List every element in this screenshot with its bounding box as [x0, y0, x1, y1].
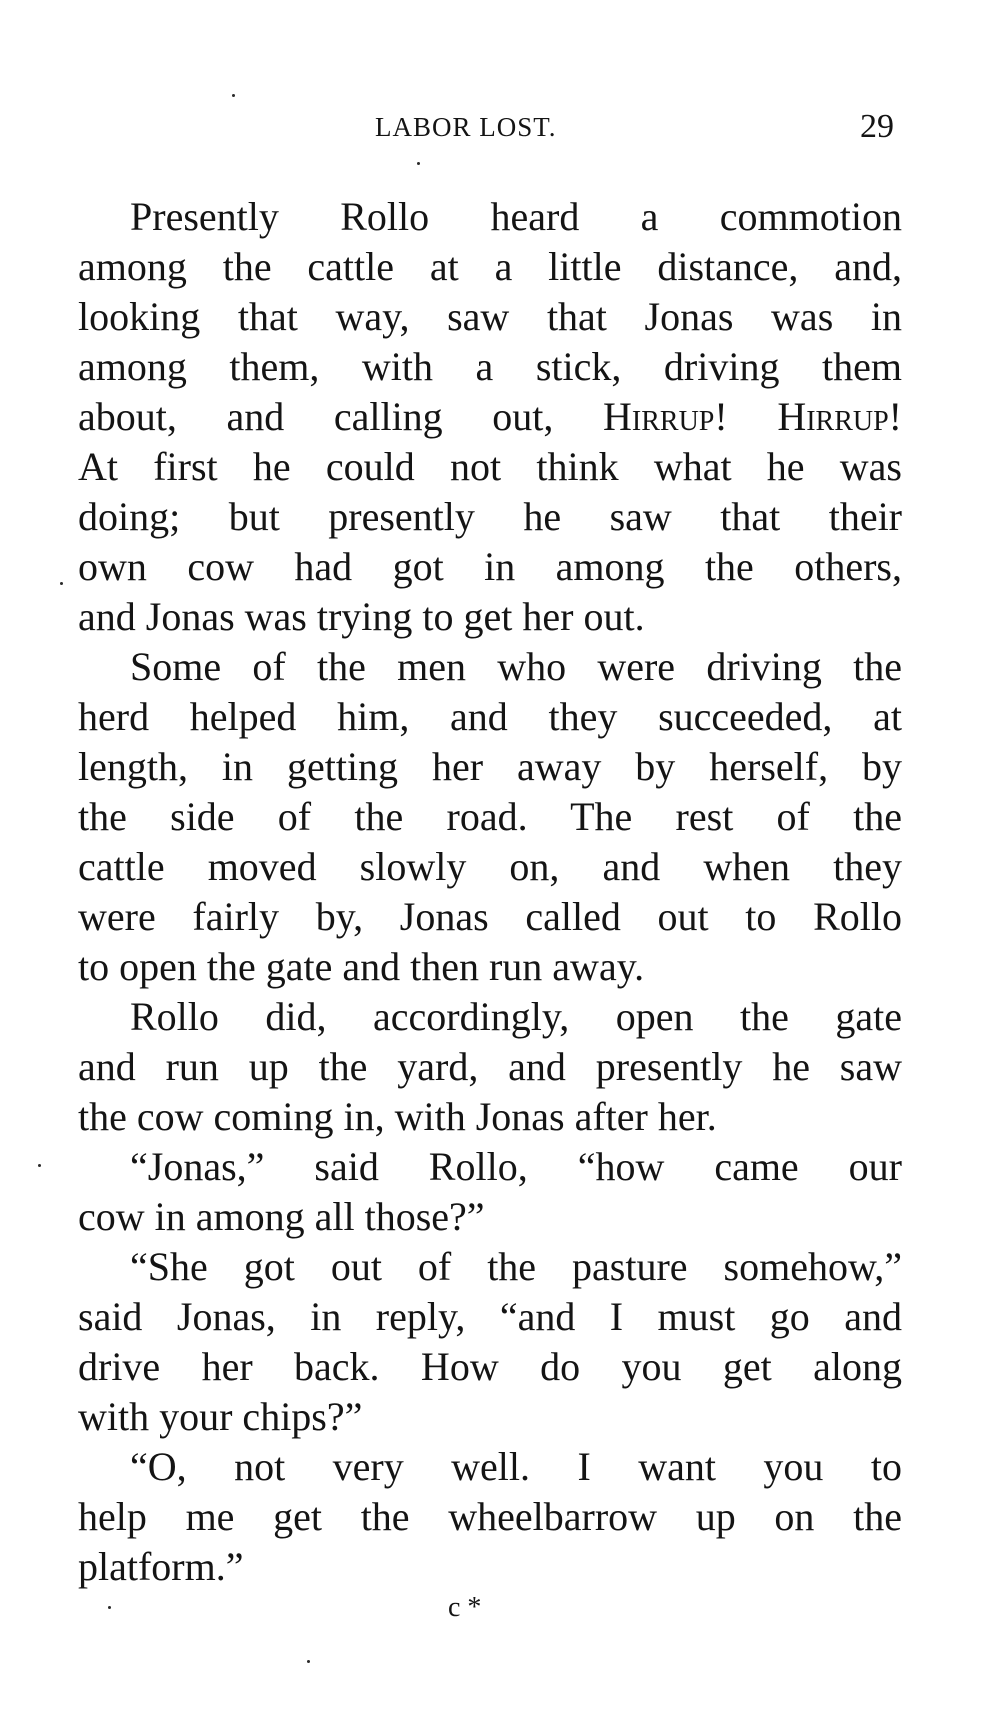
- page-number: 29: [860, 108, 894, 145]
- signature-mark: c *: [448, 1592, 482, 1623]
- print-speck: [38, 1164, 41, 1167]
- print-speck: [108, 1606, 111, 1609]
- paragraph-6: [78, 1442, 902, 1592]
- running-head: LABOR LOST.: [375, 112, 557, 142]
- text-line: among them, with a stick, driving them: [78, 344, 902, 389]
- paragraph-2: [78, 642, 902, 992]
- print-speck: [232, 94, 235, 97]
- print-speck: [307, 1660, 310, 1663]
- text-line: “Jonas,” said Rollo, “how came our: [130, 1144, 902, 1189]
- paragraph-5: [78, 1242, 902, 1442]
- text-line: “She got out of the pasture somehow,”: [130, 1244, 902, 1289]
- text-line: looking that way, saw that Jonas was in: [78, 294, 902, 339]
- text-line: among the cattle at a little distance, and,: [78, 244, 902, 289]
- small-caps-word: Hirrup: [603, 394, 715, 439]
- text-line: “O, not very well. I want you to: [130, 1444, 902, 1489]
- paragraph-1: [78, 192, 902, 642]
- text-line: the cow coming in, with Jonas after her.: [78, 1094, 717, 1139]
- body-text: [78, 192, 902, 1592]
- text-line: cattle moved slowly on, and when they: [78, 844, 902, 889]
- page-header: [0, 108, 994, 152]
- small-caps-word: Hirrup: [777, 394, 889, 439]
- paragraph-3: [78, 992, 902, 1142]
- text-line: were fairly by, Jonas called out to Rollo: [78, 894, 902, 939]
- text-line-hirrup: about, and calling out, Hirrup! Hirrup!: [78, 394, 902, 439]
- print-speck: [417, 162, 420, 165]
- text-line: and Jonas was trying to get her out.: [78, 594, 645, 639]
- text-line: At first he could not think what he was: [78, 444, 902, 489]
- text-line: with your chips?”: [78, 1394, 363, 1439]
- text-line: Rollo did, accordingly, open the gate: [130, 994, 902, 1039]
- text-line: the side of the road. The rest of the: [78, 794, 902, 839]
- text-line: to open the gate and then run away.: [78, 944, 645, 989]
- text-line: length, in getting her away by herself, by: [78, 744, 902, 789]
- text-line: Presently Rollo heard a commotion: [130, 194, 902, 239]
- text-line: help me get the wheelbarrow up on the: [78, 1494, 902, 1539]
- text-line: doing; but presently he saw that their: [78, 494, 902, 539]
- text-line: own cow had got in among the others,: [78, 544, 902, 589]
- text-line: drive her back. How do you get along: [78, 1344, 902, 1389]
- paragraph-4: [78, 1142, 902, 1242]
- text-line: said Jonas, in reply, “and I must go and: [78, 1294, 902, 1339]
- text-line: cow in among all those?”: [78, 1194, 485, 1239]
- text-line: platform.”: [78, 1544, 244, 1589]
- text-line: Some of the men who were driving the: [130, 644, 902, 689]
- text-line: and run up the yard, and presently he saw: [78, 1044, 902, 1089]
- print-speck: [60, 582, 63, 585]
- text-line: herd helped him, and they succeeded, at: [78, 694, 902, 739]
